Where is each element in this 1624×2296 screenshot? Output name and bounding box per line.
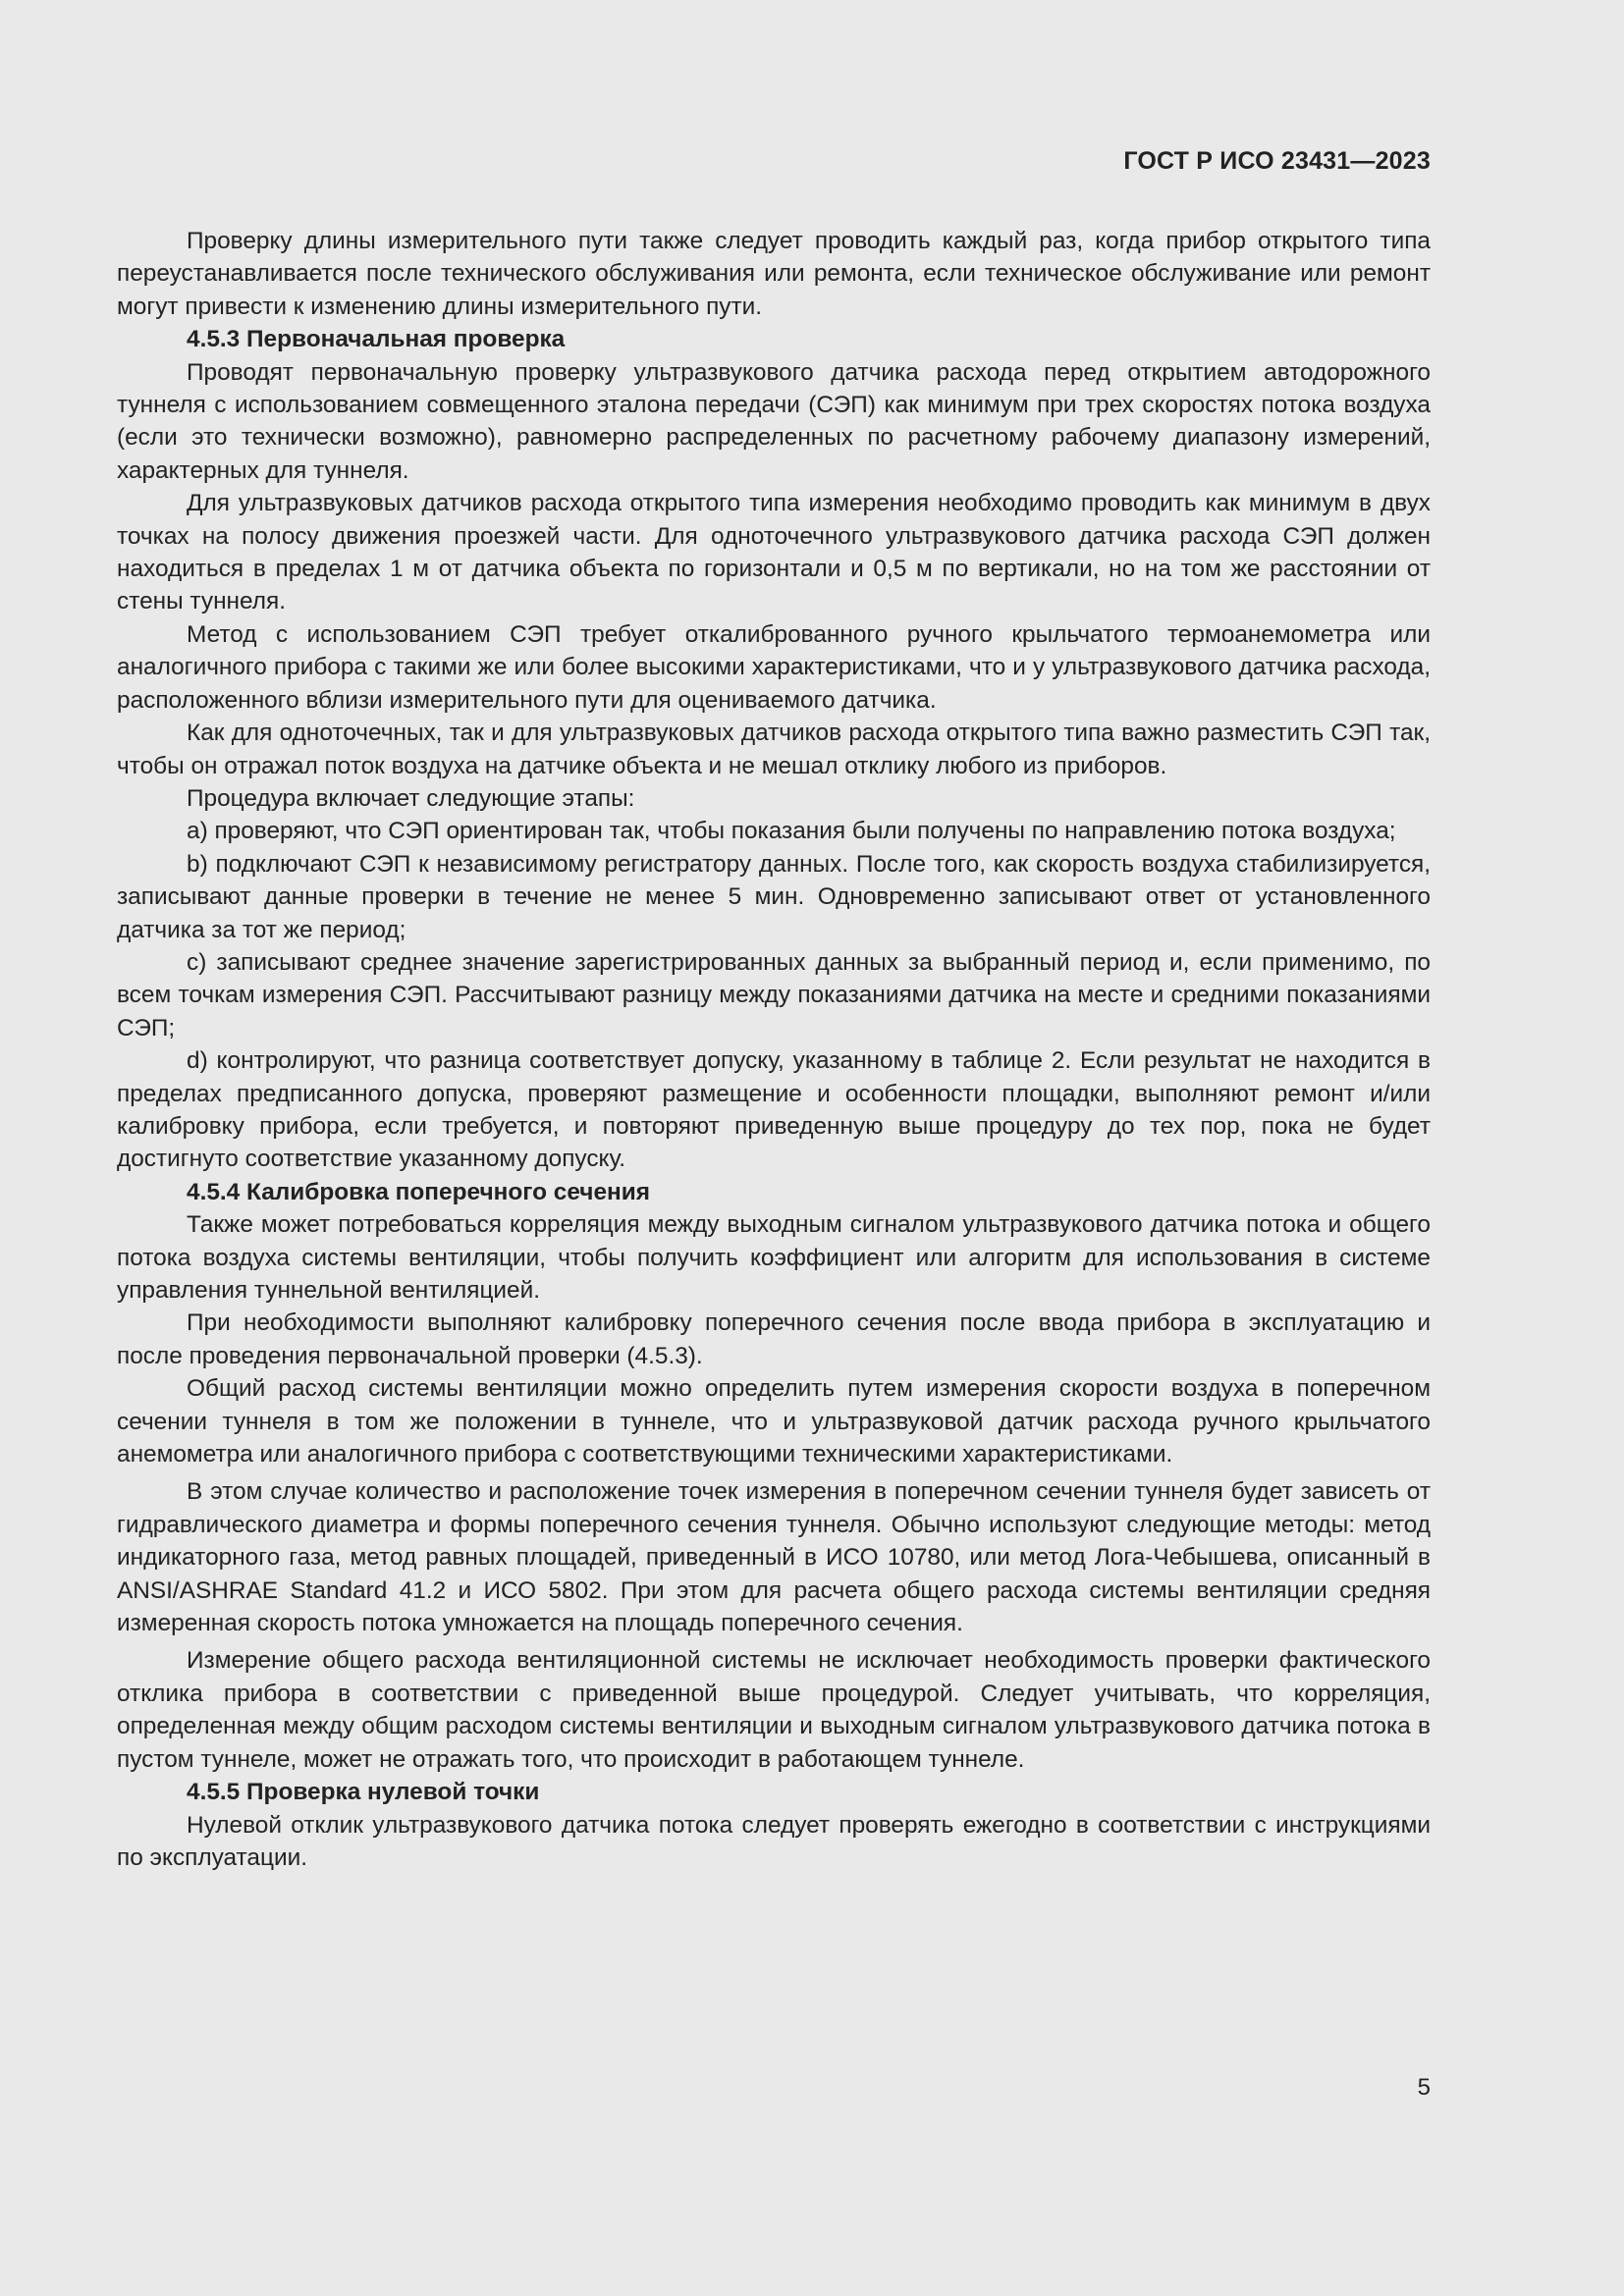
paragraph: Процедура включает следующие этапы:	[187, 784, 635, 812]
section-heading-4-5-5: 4.5.5 Проверка нулевой точки	[187, 1779, 540, 1806]
paragraph: Измерение общего расхода вентиляционной системы не исключает необходимость проверки фактического отклика прибора в соответствии с приведенной выше процедурой. Следует учитывать, что корреляция, определенная между общим расходом системы вентиляции и выходным сигналом ультразвукового датчика потока в пустом туннеле, может не отражать того, что происходит в работающем туннеле.	[117, 1647, 1431, 1773]
section-heading-4-5-4: 4.5.4 Калибровка поперечного сечения	[187, 1178, 650, 1205]
document-body	[117, 225, 1431, 1874]
document-id-header: ГОСТ Р ИСО 23431—2023	[1123, 147, 1431, 175]
section-heading-4-5-3: 4.5.3 Первоначальная проверка	[187, 326, 566, 353]
paragraph: Для ультразвуковых датчиков расхода открытого типа измерения необходимо проводить как минимум в двух точках на полосу движения проезжей части. Для одноточечного ультразвукового датчика расхода СЭП должен находиться в пределах 1 м от датчика объекта по горизонтали и 0,5 м по вертикали, но на том же расстоянии от стены туннеля.	[117, 490, 1431, 615]
list-item-d: d) контролируют, что разница соответствует допуску, указанному в таблице 2. Если результат не находится в пределах предписанного допуска, проверяют размещение и особенности площадки, выполняют ремонт и/или калибровку прибора, если требуется, и повторяют приведенную выше процедуру до тех пор, пока не будет достигнуто соответствие указанному допуску.	[117, 1047, 1431, 1173]
paragraph: Нулевой отклик ультразвукового датчика потока следует проверять ежегодно в соответствии с инструкциями по эксплуатации.	[117, 1811, 1431, 1871]
paragraph: Общий расход системы вентиляции можно определить путем измерения скорости воздуха в поперечном сечении туннеля в том же положении в туннеле, что и ультразвуковой датчик расхода ручного крыльчатого анемометра или аналогичного прибора с соответствующими техническими характеристиками.	[117, 1375, 1431, 1468]
paragraph: При необходимости выполняют калибровку поперечного сечения после ввода прибора в эксплуатацию и после проведения первоначальной проверки (4.5.3).	[117, 1309, 1431, 1369]
list-item-c: c) записывают среднее значение зарегистрированных данных за выбранный период и, если применимо, по всем точкам измерения СЭП. Рассчитывают разницу между показаниями датчика на месте и средними показаниями СЭП;	[117, 948, 1431, 1041]
list-item-a: a) проверяют, что СЭП ориентирован так, чтобы показания были получены по направлению потока воздуха;	[187, 818, 1396, 845]
paragraph: Также может потребоваться корреляция между выходным сигналом ультразвукового датчика потока и общего потока воздуха системы вентиляции, чтобы получить коэффициент или алгоритм для использования в системе управления туннельной вентиляцией.	[117, 1211, 1431, 1304]
paragraph: Проводят первоначальную проверку ультразвукового датчика расхода перед открытием автодорожного туннеля с использованием совмещенного эталона передачи (СЭП) как минимум при трех скоростях потока воздуха (если это технически возможно), равномерно распределенных по расчетному рабочему диапазону измерений, характерных для туннеля.	[117, 358, 1431, 484]
paragraph: Как для одноточечных, так и для ультразвуковых датчиков расхода открытого типа важно разместить СЭП так, чтобы он отражал поток воздуха на датчике объекта и не мешал отклику любого из приборов.	[117, 720, 1431, 779]
paragraph: Метод с использованием СЭП требует откалиброванного ручного крыльчатого термоанемометра или аналогичного прибора с такими же или более высокими характеристиками, что и у ультразвукового датчика расхода, расположенного вблизи измерительного пути для оцениваемого датчика.	[117, 620, 1431, 714]
list-item-b: b) подключают СЭП к независимому регистратору данных. После того, как скорость воздуха стабилизируется, записывают данные проверки в течение не менее 5 мин. Одновременно записывают ответ от установленного датчика за тот же период;	[117, 850, 1431, 943]
page-number: 5	[1417, 2074, 1431, 2101]
paragraph: В этом случае количество и расположение точек измерения в поперечном сечении туннеля будет зависеть от гидравлического диаметра и формы поперечного сечения туннеля. Обычно используют следующие методы: метод индикаторного газа, метод равных площадей, приведенный в ИСО 10780, или метод Лога-Чебышева, описанный в ANSI/ASHRAE Standard 41.2 и ИСО 5802. При этом для расчета общего расхода системы вентиляции средняя измеренная скорость потока умножается на площадь поперечного сечения.	[117, 1478, 1431, 1637]
paragraph: Проверку длины измерительного пути также следует проводить каждый раз, когда прибор открытого типа переустанавливается после технического обслуживания или ремонта, если техническое обслуживание или ремонт могут привести к изменению длины измерительного пути.	[117, 228, 1431, 320]
